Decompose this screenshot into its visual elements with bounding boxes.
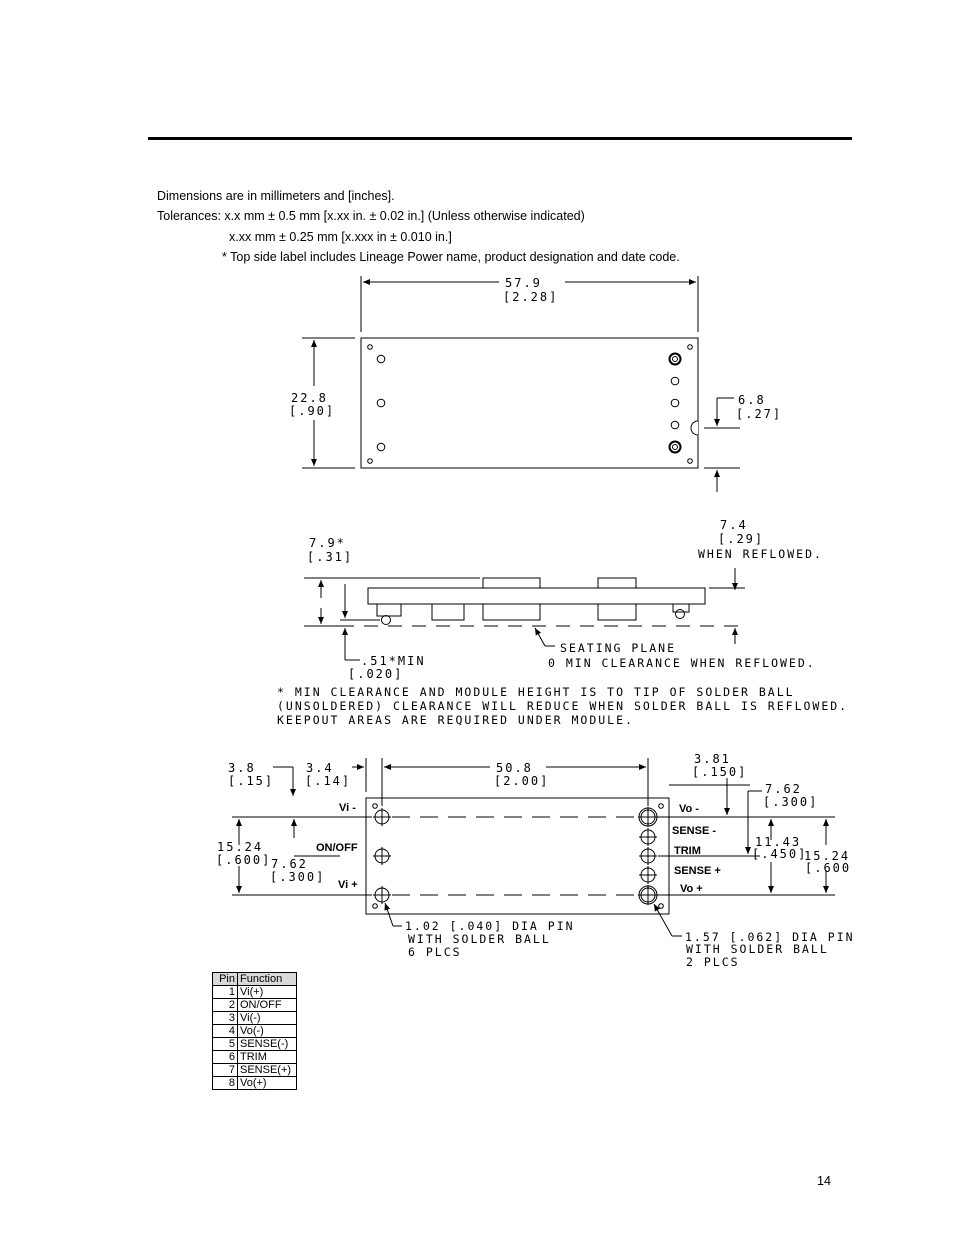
- units-note: Dimensions are in millimeters and [inches].: [157, 189, 395, 203]
- table-header-row: [213, 973, 297, 986]
- reflow-height-mm: 7.4: [720, 518, 748, 532]
- dim-50-8-in: [2.00]: [494, 774, 550, 788]
- dim-11-43-in: [.450]: [752, 847, 808, 861]
- table-row: [213, 1025, 297, 1038]
- table-row: [213, 1051, 297, 1064]
- reflow-height-in: [.29]: [718, 532, 765, 546]
- page-number: 14: [817, 1174, 831, 1188]
- table-row: [213, 999, 297, 1012]
- label-onoff: ON/OFF: [316, 842, 358, 854]
- pin-hole: [377, 399, 385, 407]
- pin-hole: [377, 355, 385, 363]
- pin-function: ON/OFF: [238, 999, 297, 1012]
- height-mm: 22.8: [291, 391, 328, 405]
- dim-3-81-in: [.150]: [692, 765, 748, 779]
- top-view-outline: [361, 338, 698, 468]
- seating-plane-note: 0 MIN CLEARANCE WHEN REFLOWED.: [548, 656, 816, 670]
- pin-number: 4: [213, 1025, 238, 1038]
- side-view: [304, 568, 745, 660]
- pin-hole-large: [670, 442, 681, 453]
- pin-number: 6: [213, 1051, 238, 1064]
- width-mm: 57.9: [505, 276, 542, 290]
- dim-50-8-mm: 50.8: [496, 761, 533, 775]
- table-row: [213, 1038, 297, 1051]
- pin-function: Vo(+): [238, 1077, 297, 1090]
- dim-7-62-left-in: [.300]: [270, 870, 326, 884]
- pin-hole: [377, 443, 385, 451]
- label-vo-minus: Vo -: [679, 803, 699, 815]
- label-vo-plus: Vo +: [680, 883, 703, 895]
- dim-11-43-mm: 11.43: [755, 835, 802, 849]
- label-note: * Top side label includes Lineage Power name, product designation and date code.: [222, 250, 680, 264]
- width-in: [2.28]: [503, 290, 559, 304]
- seating-plane-label: SEATING PLANE: [560, 641, 677, 655]
- dim-7-62-left-mm: 7.62: [271, 857, 308, 871]
- footnote-line-2: (UNSOLDERED) CLEARANCE WILL REDUCE WHEN SOLDER BALL IS REFLOWED.: [277, 699, 849, 713]
- table-row: [213, 1077, 297, 1090]
- pin-function: Vi(+): [238, 986, 297, 999]
- solder-ball: [676, 610, 685, 619]
- callout-small-pin-1: 1.02 [.040] DIA PIN: [405, 919, 575, 933]
- dim-15-24-left-in: [.600]: [216, 853, 272, 867]
- side-height-mm: 7.9*: [309, 536, 346, 550]
- bottom-view-outline: [366, 798, 669, 914]
- dim-15-24-right-mm: 15.24: [804, 849, 851, 863]
- solder-ball: [382, 616, 391, 625]
- side-view-board: [368, 588, 705, 604]
- pin-function: TRIM: [238, 1051, 297, 1064]
- pin-function: SENSE(+): [238, 1064, 297, 1077]
- pin-number: 8: [213, 1077, 238, 1090]
- pin-function: Vo(-): [238, 1025, 297, 1038]
- table-row: [213, 1064, 297, 1077]
- dim-15-24-left-mm: 15.24: [217, 840, 264, 854]
- pin-number: 7: [213, 1064, 238, 1077]
- pin-number: 5: [213, 1038, 238, 1051]
- label-vi-plus: Vi +: [338, 879, 358, 891]
- min-clearance-mm: .51*MIN: [361, 654, 426, 668]
- dim-7-62-right-in: [.300]: [763, 795, 819, 809]
- height-in: [.90]: [289, 404, 336, 418]
- callout-large-pin-1: 1.57 [.062] DIA PIN: [685, 930, 855, 944]
- label-vi-minus: Vi -: [339, 802, 356, 814]
- tolerance-note: Tolerances: x.x mm ± 0.5 mm [x.xx in. ± 0.02 in.] (Unless otherwise indicated): [157, 209, 585, 223]
- dim-3-4-mm: 3.4: [306, 761, 334, 775]
- pin-number: 2: [213, 999, 238, 1012]
- dim-15-24-right-in: [.600: [805, 861, 852, 875]
- callout-large-pin-3: 2 PLCS: [686, 955, 740, 969]
- top-view: [302, 276, 740, 492]
- dim-7-62-right-mm: 7.62: [765, 782, 802, 796]
- callout-small-pin-2: WITH SOLDER BALL: [408, 932, 551, 946]
- pin-hole-large: [670, 354, 681, 365]
- footnote-line-1: * MIN CLEARANCE AND MODULE HEIGHT IS TO TIP OF SOLDER BALL: [277, 685, 795, 699]
- table-row: [213, 986, 297, 999]
- dim-3-8-in: [.15]: [228, 774, 275, 788]
- notch: [691, 421, 698, 435]
- pin-number: 1: [213, 986, 238, 999]
- callout-large-pin-2: WITH SOLDER BALL: [686, 942, 829, 956]
- callout-small-pin-3: 6 PLCS: [408, 945, 462, 959]
- dim-3-4-in: [.14]: [305, 774, 352, 788]
- pin-function-table: [212, 972, 297, 1090]
- footnote-line-3: KEEPOUT AREAS ARE REQUIRED UNDER MODULE.: [277, 713, 634, 727]
- dim-3-81-mm: 3.81: [694, 752, 731, 766]
- label-sense-minus: SENSE -: [672, 825, 717, 837]
- min-clearance-in: [.020]: [348, 667, 404, 681]
- label-trim: TRIM: [674, 845, 701, 857]
- tolerance-note-2: x.xx mm ± 0.25 mm [x.xxx in ± 0.010 in.]: [229, 230, 452, 244]
- table-row: [213, 1012, 297, 1025]
- notch-in: [.27]: [736, 407, 783, 421]
- notch-mm: 6.8: [738, 393, 766, 407]
- pin-function: Vi(-): [238, 1012, 297, 1025]
- label-sense-plus: SENSE +: [674, 865, 721, 877]
- pin-function: SENSE(-): [238, 1038, 297, 1051]
- pin-hole: [671, 399, 679, 407]
- pin-number: 3: [213, 1012, 238, 1025]
- pin-hole: [671, 421, 679, 429]
- reflow-note: WHEN REFLOWED.: [698, 547, 823, 561]
- side-height-in: [.31]: [307, 550, 354, 564]
- column-header-function: Function: [238, 973, 297, 986]
- dim-3-8-mm: 3.8: [228, 761, 256, 775]
- pin-hole: [671, 377, 679, 385]
- column-header-pin: Pin: [213, 973, 238, 986]
